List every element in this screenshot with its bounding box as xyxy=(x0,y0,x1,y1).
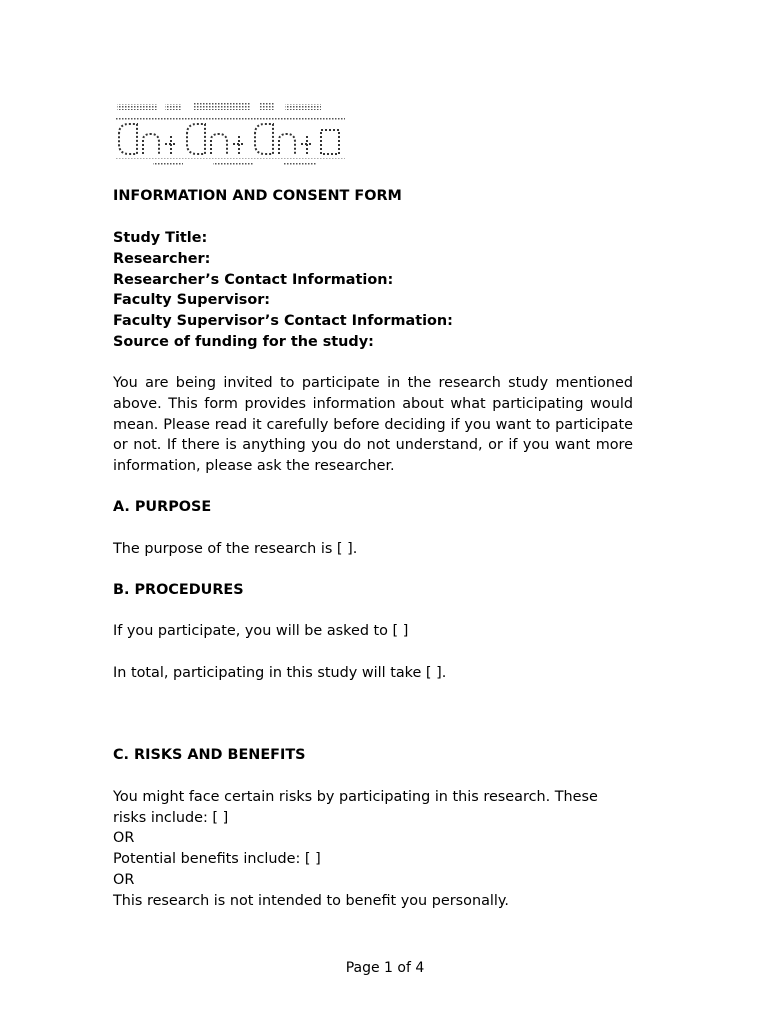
purpose-text: The purpose of the research is [ ]. xyxy=(113,541,358,557)
field-supervisor-contact: Faculty Supervisor’s Contact Information: xyxy=(113,313,453,329)
intro-paragraph: You are being invited to participate in the research study mentioned above. This form provides information about what participating would mean. Please read it carefully before deciding if you want to participate or not. If there is anything you do not understand, or if you want more information, please ask the researcher. xyxy=(113,375,633,475)
section-heading-procedures: B. PROCEDURES xyxy=(113,582,244,598)
or-separator: OR xyxy=(113,830,135,846)
field-study-title: Study Title: xyxy=(113,230,208,246)
form-title: INFORMATION AND CONSENT FORM xyxy=(113,188,402,204)
or-separator: OR xyxy=(113,872,135,888)
field-researcher-contact: Researcher’s Contact Information: xyxy=(113,272,394,288)
field-funding-source: Source of funding for the study: xyxy=(113,334,374,350)
procedures-text: If you participate, you will be asked to [ ] xyxy=(113,623,409,639)
page-number: Page 1 of 4 xyxy=(345,960,425,976)
field-faculty-supervisor: Faculty Supervisor: xyxy=(113,292,271,308)
section-heading-risks: C. RISKS AND BENEFITS xyxy=(113,747,306,763)
risks-text: You might face certain risks by participating in this research. These risks include: [ ] xyxy=(113,789,598,826)
procedures-duration-text: In total, participating in this study will take [ ]. xyxy=(113,665,447,681)
university-logo xyxy=(113,100,349,168)
no-benefit-text: This research is not intended to benefit you personally. xyxy=(113,893,509,909)
benefits-text: Potential benefits include: [ ] xyxy=(113,851,321,867)
section-heading-purpose: A. PURPOSE xyxy=(113,499,212,515)
field-researcher: Researcher: xyxy=(113,251,211,267)
